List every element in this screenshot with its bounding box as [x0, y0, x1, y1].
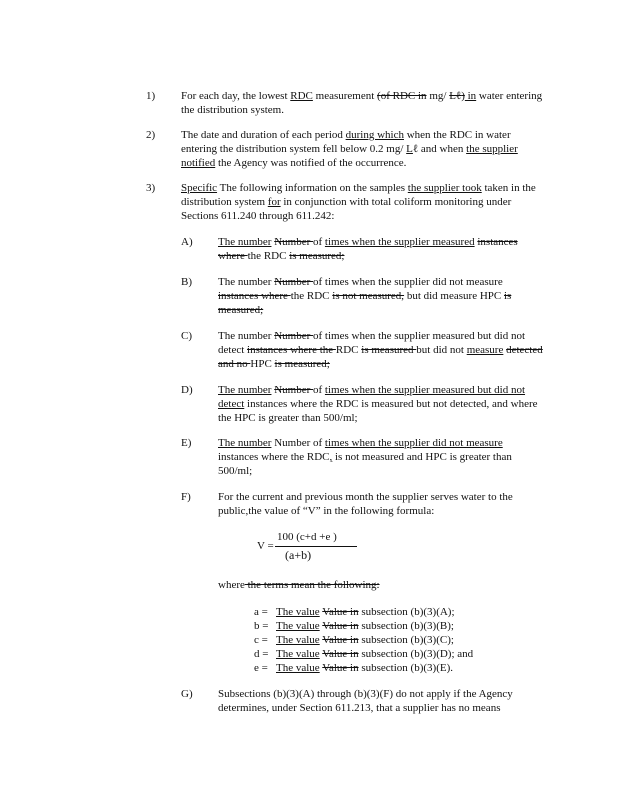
item-number: A): [181, 236, 193, 248]
definition-text: [276, 634, 454, 646]
text-run: ℓ and when: [412, 143, 467, 155]
deleted-text: Value in: [322, 634, 359, 646]
definition-variable: b =: [254, 620, 269, 632]
text-run: subsection (b)(3)(C);: [358, 634, 454, 646]
definition-variable: a =: [254, 606, 268, 618]
inserted-text: The number: [218, 384, 272, 396]
deleted-text: is measured;: [289, 250, 345, 262]
where-line: [218, 578, 548, 592]
text-run: For the current and previous month the supplier serves water to the public,the value of “V” in the following formula:: [218, 491, 513, 517]
inserted-text: the supplier took: [407, 182, 482, 194]
deleted-text: Number: [274, 236, 313, 248]
text-run: but did measure HPC: [404, 290, 504, 302]
inserted-text: Specific: [181, 182, 218, 194]
text-run: of: [313, 236, 325, 248]
deleted-text: ): [461, 90, 465, 102]
text-run: of times when the supplier did not measure: [313, 276, 503, 288]
item-number: 3): [146, 182, 156, 194]
item-text: [218, 490, 551, 518]
inserted-text: measure: [466, 344, 504, 356]
inserted-text: the supplier notified: [181, 143, 518, 169]
item-text: [218, 329, 544, 371]
deleted-text: Lℓ: [449, 90, 462, 102]
deleted-text: is not measured,: [332, 290, 405, 302]
text-run: water entering the distribution system.: [181, 90, 543, 116]
deleted-text: Value in: [322, 620, 359, 632]
text-run: For each day, the lowest: [181, 90, 291, 102]
deleted-text: instances where: [218, 290, 291, 302]
item-text: [218, 275, 544, 317]
item-text: [218, 235, 544, 263]
text-run: Number of: [271, 437, 325, 449]
definition-variable: c =: [254, 634, 268, 646]
deleted-text: Number: [274, 384, 313, 396]
text-run: subsection (b)(3)(A);: [358, 606, 455, 618]
inserted-text: during which: [345, 129, 404, 141]
text-run: subsection (b)(3)(E).: [358, 662, 453, 674]
inserted-text: in: [464, 90, 477, 102]
item-number: 2): [146, 129, 156, 141]
item-text: [218, 383, 544, 425]
text-run: subsection (b)(3)(B);: [358, 620, 454, 632]
item-text: [218, 436, 544, 478]
definition-row: [254, 647, 554, 661]
text-run: The date and duration of each period: [181, 129, 346, 141]
text-run: when the RDC in water entering the distribution system fell below 0.2 mg/: [181, 129, 511, 155]
text-run: The following information on the samples: [217, 182, 408, 194]
formula-lhs: V =: [257, 540, 274, 552]
text-run: mg/: [426, 90, 450, 102]
text-run: The number: [218, 276, 275, 288]
text-run: measurement: [312, 90, 378, 102]
text-run: instances where the RDC is measured but not detected, and where the HPC is greater than 500/ml;: [218, 398, 538, 424]
definition-row: [254, 605, 554, 619]
deleted-text: Number: [274, 330, 313, 342]
definitions-list: [254, 605, 554, 675]
item-number: G): [181, 688, 193, 700]
definition-text: [276, 606, 455, 618]
item-text: [181, 181, 543, 223]
text-run: subsection (b)(3)(D); and: [358, 648, 474, 660]
definition-row: [254, 633, 554, 647]
deleted-text: instances where: [218, 236, 518, 262]
deleted-text: instances where the: [247, 344, 336, 356]
item-number: F): [181, 491, 191, 503]
fraction-bar: [275, 546, 357, 547]
text-run: instances where the RDC: [218, 451, 330, 463]
deleted-text: Value in: [322, 648, 359, 660]
text-run: the Agency was notified of the occurrence.: [215, 157, 407, 169]
item-text: [181, 89, 543, 117]
text-run: in conjunction with total coliform monitoring under Sections 611.240 through 611.242:: [181, 196, 512, 222]
text-run: where: [218, 579, 245, 591]
text-run: is not measured and HPC is greater than 500/ml;: [218, 451, 512, 477]
inserted-text: The value: [276, 634, 320, 646]
inserted-text: times when the supplier did not measure: [324, 437, 503, 449]
definition-variable: d =: [254, 648, 269, 660]
definition-text: [276, 662, 453, 674]
inserted-text: The value: [276, 662, 320, 674]
definition-variable: e =: [254, 662, 268, 674]
inserted-text: times when the supplier measured but did not detect: [218, 384, 526, 410]
text-run: the RDC: [290, 290, 333, 302]
formula-denominator: (a+b): [285, 548, 312, 562]
inserted-text: RDC: [290, 90, 313, 102]
deleted-text: Value in: [322, 662, 359, 674]
item-text: [218, 687, 548, 715]
inserted-text: The value: [276, 620, 320, 632]
text-run: RDC: [335, 344, 362, 356]
definition-text: [276, 648, 473, 660]
item-number: 1): [146, 90, 156, 102]
text-run: taken in the distribution system: [181, 182, 536, 208]
item-number: C): [181, 330, 192, 342]
item-number: D): [181, 384, 193, 396]
deleted-text: is measured;: [218, 290, 512, 316]
inserted-text: L: [406, 143, 413, 155]
formula-v: [257, 530, 377, 570]
text-run: The number: [218, 330, 275, 342]
text-run: Subsections (b)(3)(A) through (b)(3)(F) do not apply if the Agency determines, under Section 611.213, that a supplier has no means: [218, 688, 513, 714]
inserted-text: The value: [276, 606, 320, 618]
inserted-text: The number: [218, 236, 272, 248]
deleted-text: is measured;: [274, 358, 330, 370]
text-run: the RDC: [247, 250, 290, 262]
deleted-text: Value in: [322, 606, 359, 618]
deleted-text: the terms mean the following:: [244, 579, 380, 591]
text-run: but did not: [416, 344, 467, 356]
definition-row: [254, 661, 554, 675]
formula-numerator: 100 (c+d +e ): [277, 531, 337, 543]
definition-text: [276, 620, 454, 632]
deleted-text: in: [418, 90, 427, 102]
inserted-text: times when the supplier measured: [324, 236, 475, 248]
inserted-text: The number: [218, 437, 272, 449]
deleted-text: is measured: [361, 344, 417, 356]
text-run: of: [313, 384, 325, 396]
inserted-text: for: [267, 196, 281, 208]
item-number: B): [181, 276, 192, 288]
item-number: E): [181, 437, 192, 449]
deleted-text: detected and no: [218, 344, 543, 370]
definition-row: [254, 619, 554, 633]
deleted-text: Number: [274, 276, 313, 288]
inserted-text: ,: [329, 451, 333, 463]
item-text: [181, 128, 543, 170]
inserted-text: The value: [276, 648, 320, 660]
text-run: of times when the supplier measured but did not detect: [218, 330, 526, 356]
text-run: HPC: [250, 358, 275, 370]
deleted-text: (: [377, 90, 381, 102]
deleted-text: of RDC: [380, 90, 418, 102]
